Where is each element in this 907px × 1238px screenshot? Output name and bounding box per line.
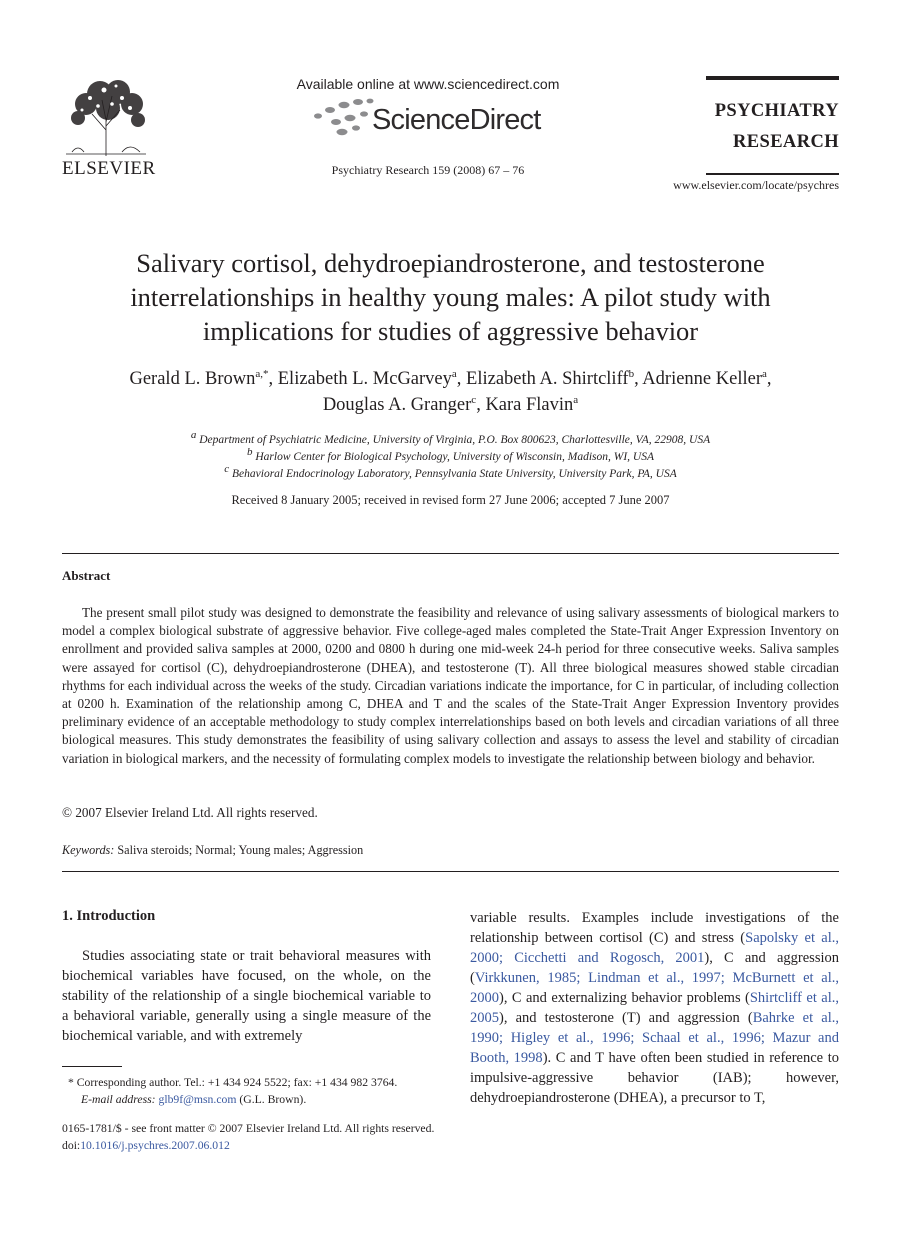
affiliation-sup: c: [224, 463, 230, 476]
author-sep: ,: [634, 369, 643, 389]
keywords: [62, 843, 363, 858]
abstract-heading: Abstract: [62, 568, 111, 583]
elsevier-tree-logo: [62, 78, 150, 158]
footnote-rule: [62, 1066, 122, 1067]
email-suffix: (G.L. Brown).: [236, 1093, 307, 1106]
title-line: interrelationships in healthy young males: A pilot study with: [130, 282, 771, 312]
affiliation-item: [62, 446, 839, 466]
author-sep: ,: [766, 369, 772, 389]
journal-url[interactable]: www.elsevier.com/locate/psychres: [673, 178, 839, 192]
intro-right-column: [470, 908, 839, 1108]
author-sep: ,: [476, 395, 486, 415]
title-line: Salivary cortisol, dehydroepiandrosterone, and testosterone: [136, 248, 765, 278]
author-name[interactable]: Elizabeth A. Shirtcliff: [466, 369, 629, 389]
journal-title: [706, 96, 839, 158]
abstract-text: The present small pilot study was designed to demonstrate the feasibility and relevance of using salivary assessments of biological markers to model a complex biological substrate of aggressive behavior. Five college-aged males completed the State-Trait Anger Expression Inventory on enrollment and provided saliva samples at 2000, 0200 and 0800 h during one mid-week 24-h period for three consecutive weeks. Saliva samples were assayed for cortisol (C), dehydroepiandrosterone (DHEA), and testosterone (T). All three biological measures showed stable circadian rhythms for each individual across the weeks of the study. Circadian variations indicate the importance, for C in particular, of including collection at 0200 h. Examination of the relationship among C, DHEA and T and the scales of the State-Trait Anger Expression Inventory provides preliminary evidence of an acceptable methodology to study complex interrelationships based on both levels and circadian variations of all three biological measures. This study demonstrates the feasibility of using salivary collection and assays to assess the level and stability of circadian variation in biological markers, and the necessity of formulating complex models to investigate the relationship between biology and behavior.: [62, 605, 839, 766]
keywords-list: Saliva steroids; Normal; Young males; Aggression: [117, 843, 364, 857]
body-text: ), and testosterone (T) and aggression (: [499, 1010, 753, 1026]
article-title: [62, 246, 839, 348]
author-list: [62, 366, 839, 418]
author-sup[interactable]: b: [628, 367, 635, 380]
affiliation-sup: b: [246, 446, 253, 459]
title-line: implications for studies of aggressive behavior: [202, 316, 699, 346]
sciencedirect-wordmark: ScienceDirect: [372, 104, 541, 136]
publisher-name: ELSEVIER: [62, 158, 156, 179]
affiliation-text: Department of Psychiatric Medicine, University of Virginia, P.O. Box 800623, Charlottesville, VA, 22908, USA: [199, 434, 711, 446]
email-line: [62, 1091, 442, 1108]
author-sup[interactable]: c: [471, 393, 477, 406]
citation-link[interactable]: Shirtcliff et al., 2005: [470, 990, 839, 1026]
journal-title-line2: RESEARCH: [733, 132, 839, 152]
corresponding-author: * Corresponding author. Tel.: +1 434 924 5522; fax: +1 434 982 3764.: [68, 1076, 398, 1089]
body-text: ). C and T have often been studied in reference to impulsive-aggressive behavior (IAB); however, dehydroepiandrosterone (DHEA), a precursor to T,: [470, 1050, 839, 1106]
divider: [62, 553, 839, 554]
body-text: variable results. Examples include investigations of the relationship between cortisol (C) and stress (: [470, 910, 839, 946]
affiliations: [62, 429, 839, 483]
author-name[interactable]: Adrienne Keller: [642, 369, 762, 389]
doi-link[interactable]: 10.1016/j.psychres.2007.06.012: [80, 1139, 230, 1152]
citation-link[interactable]: Virkkunen, 1985; Lindman et al., 1997; McBurnett et al., 2000: [470, 970, 839, 1006]
doi-label: doi:: [62, 1139, 81, 1152]
citation-link[interactable]: Bahrke et al., 1990; Higley et al., 1996; Schaal et al., 1996; Mazur and Booth, 1998: [470, 1010, 839, 1066]
available-online[interactable]: Available online at www.sciencedirect.com: [296, 76, 560, 92]
affiliation-text: Behavioral Endocrinology Laboratory, Pennsylvania State University, University Park, PA, USA: [232, 468, 677, 480]
doi-line: [62, 1137, 562, 1154]
divider: [62, 871, 839, 872]
journal-rule-top: [706, 76, 839, 80]
email-link[interactable]: glb9f@msn.com: [158, 1093, 237, 1106]
intro-left-column: Studies associating state or trait behavioral measures with biochemical variables have focused, on the whole, on the stability of the relationship of a single biochemical variable to a behavioral variable, generally using a single measure of the biochemical variable, and with extremely: [62, 948, 431, 1044]
affiliation-item: [62, 463, 839, 483]
author-sup[interactable]: a: [761, 367, 767, 380]
affiliation-item: [62, 429, 839, 449]
body-text: ), C and aggression (: [470, 950, 839, 986]
keywords-label: Keywords:: [62, 843, 115, 857]
body-text: ), C and externalizing behavior problems (: [499, 990, 750, 1006]
author-sup[interactable]: a: [451, 367, 457, 380]
journal-rule-bottom: [706, 173, 839, 175]
citation-link[interactable]: Sapolsky et al., 2000; Cicchetti and Rogosch, 2001: [470, 930, 839, 966]
author-sep: ,: [456, 369, 467, 389]
affiliation-sup: a: [190, 429, 197, 442]
author-name[interactable]: Kara Flavin: [485, 395, 574, 415]
abstract-copyright: © 2007 Elsevier Ireland Ltd. All rights reserved.: [62, 805, 318, 820]
footnotes: [62, 1074, 442, 1108]
journal-citation: Psychiatry Research 159 (2008) 67 – 76: [331, 163, 525, 177]
journal-title-line1: PSYCHIATRY: [714, 101, 839, 121]
email-label: E-mail address:: [81, 1093, 156, 1106]
author-sup[interactable]: a,*: [255, 367, 269, 380]
section-heading: 1. Introduction: [62, 908, 156, 924]
author-name[interactable]: Gerald L. Brown: [129, 369, 256, 389]
front-matter: [62, 1120, 562, 1154]
affiliation-text: Harlow Center for Biological Psychology, University of Wisconsin, Madison, WI, USA: [255, 451, 654, 463]
author-sup[interactable]: a: [573, 393, 579, 406]
author-sep: ,: [268, 369, 278, 389]
author-name[interactable]: Douglas A. Granger: [322, 395, 472, 415]
received-dates: Received 8 January 2005; received in revised form 27 June 2006; accepted 7 June 2007: [231, 493, 670, 507]
author-name[interactable]: Elizabeth L. McGarvey: [277, 369, 452, 389]
front-matter-text: 0165-1781/$ - see front matter © 2007 Elsevier Ireland Ltd. All rights reserved.: [62, 1122, 435, 1135]
